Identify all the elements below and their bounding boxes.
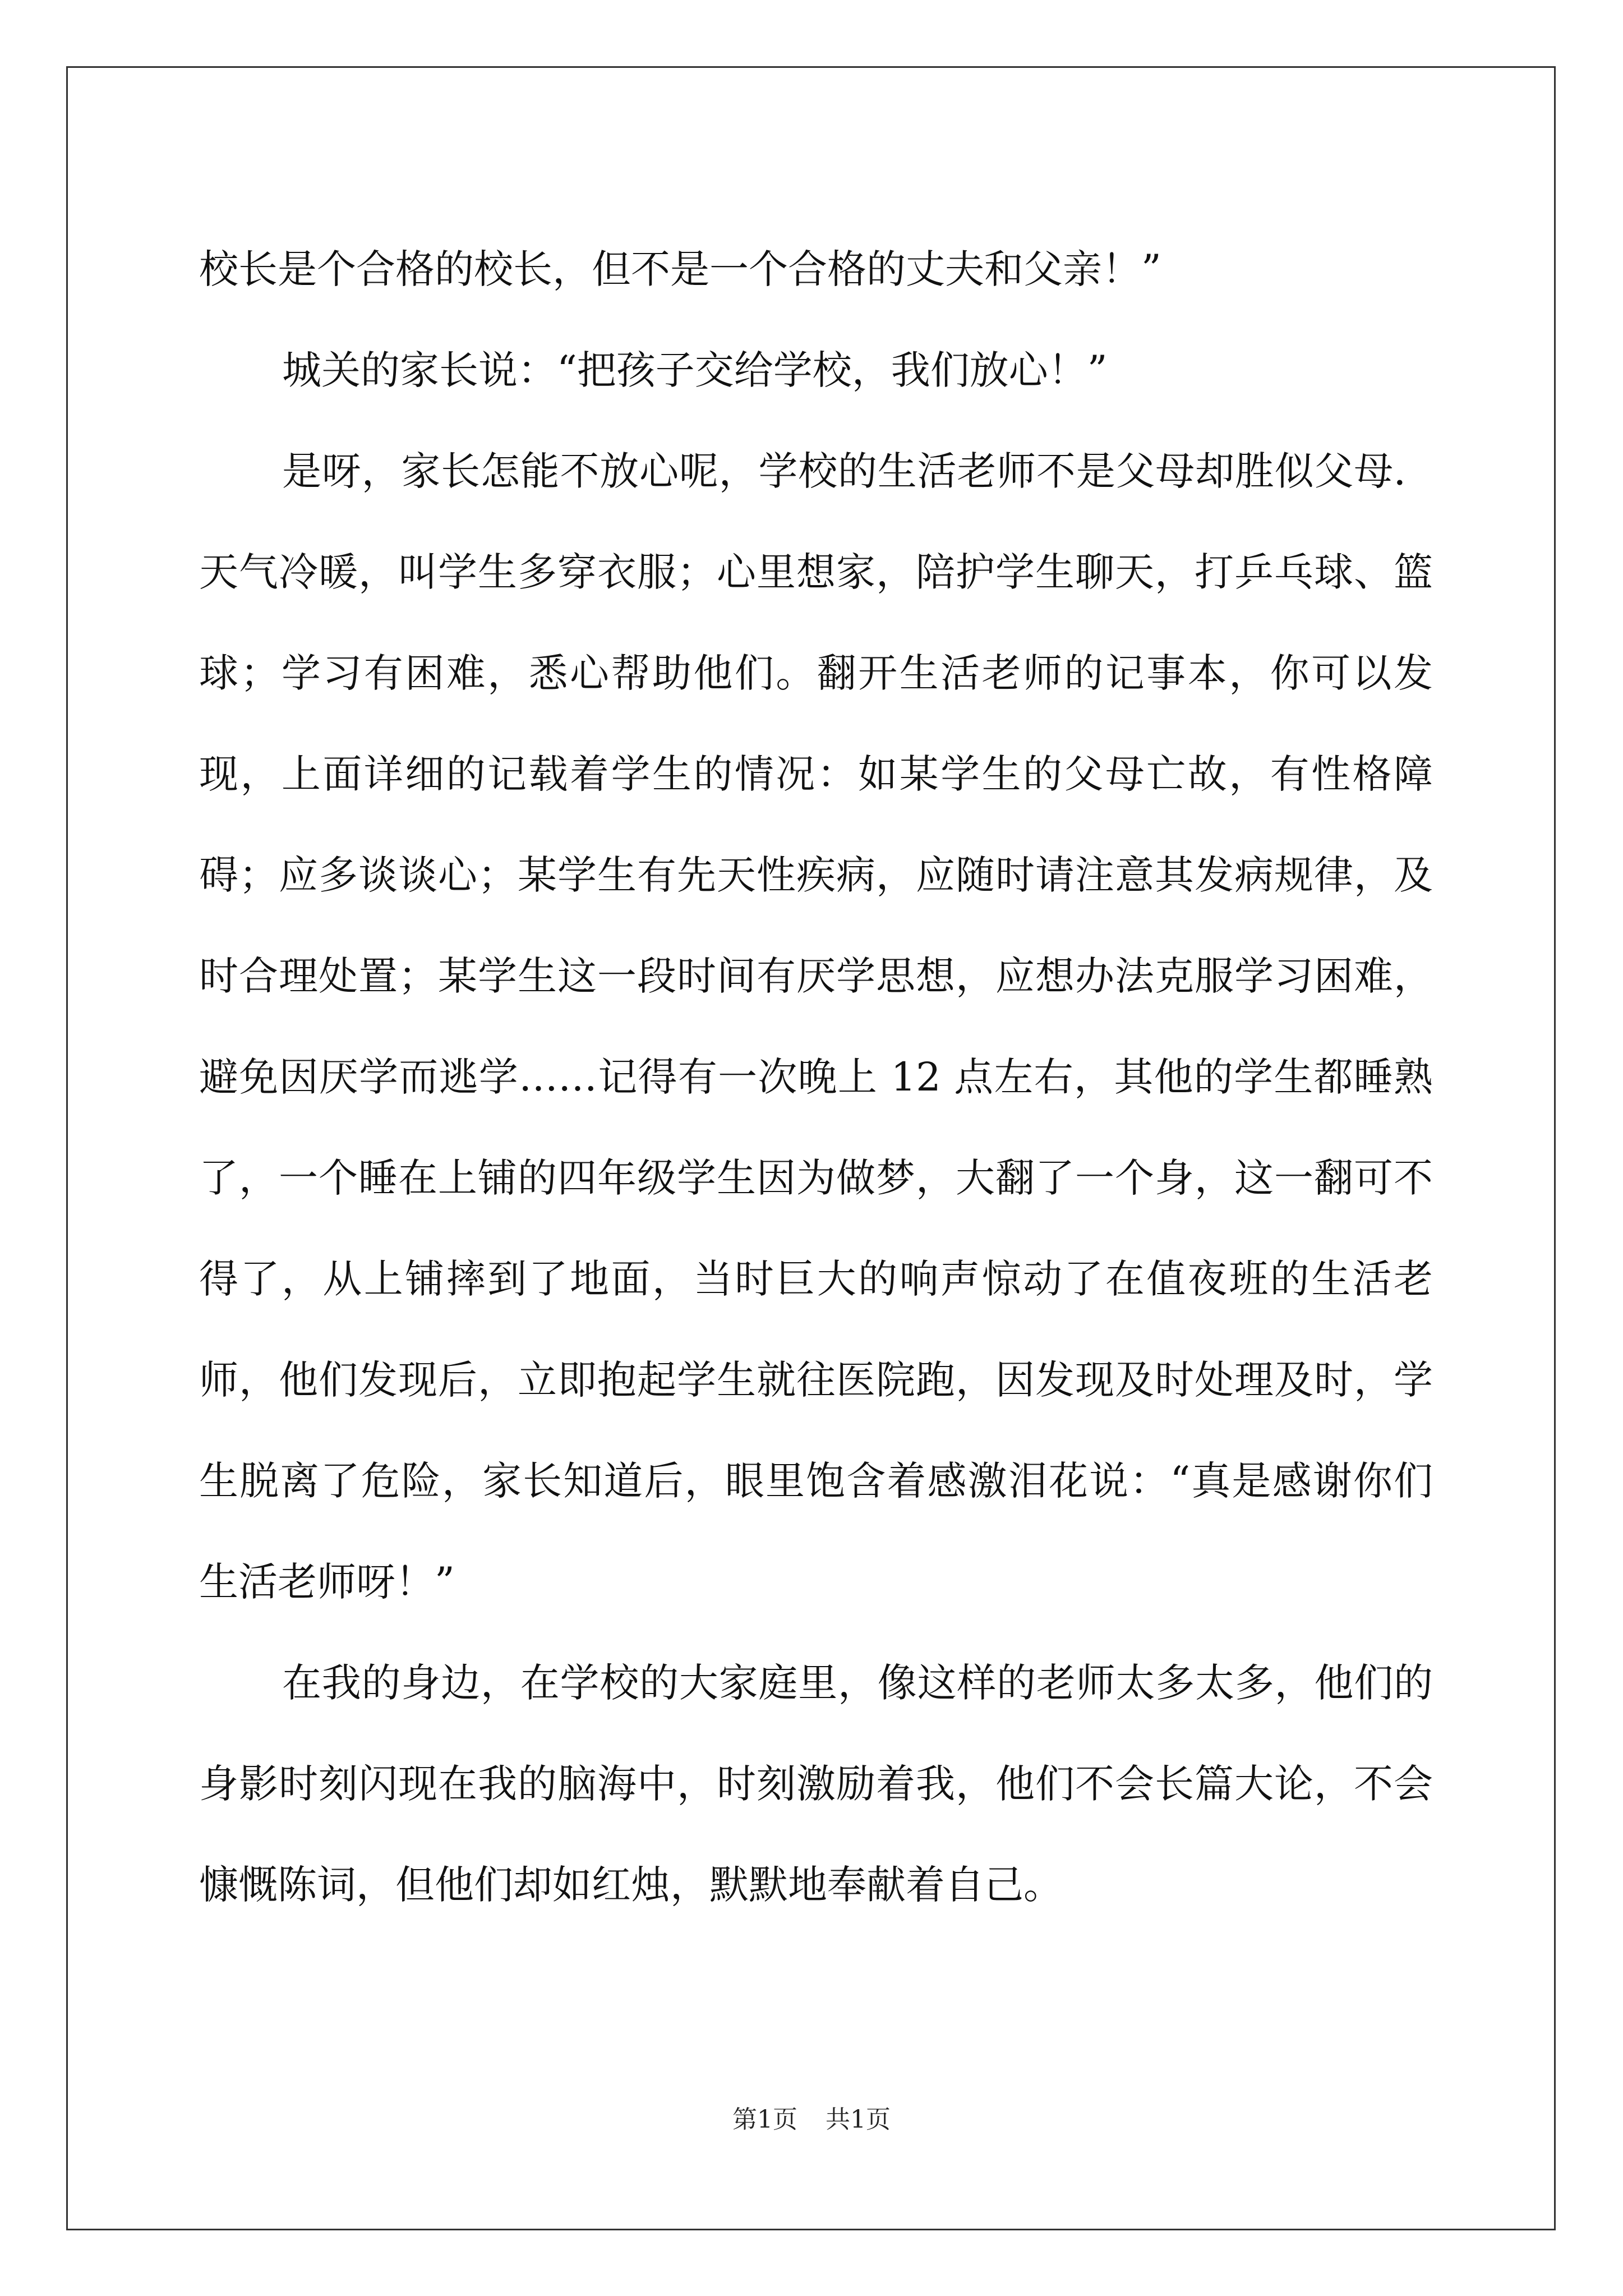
page-footer (0, 2099, 1623, 2135)
page-number-current: 第1页 (732, 2105, 797, 2134)
paragraph-1: 校长是个合格的校长，但不是一个合格的丈夫和父亲！” (199, 246, 1161, 292)
paragraph-2: 城关的家长说：“把孩子交给学校，我们放心！” (282, 347, 1108, 393)
paragraph-3: 是呀，家长怎能不放心呢，学校的生活老师不是父母却胜似父母．天气冷暖，叫学生多穿衣服；心里想家，陪护学生聊天，打乒乓球、篮球；学习有困难，悉心帮助他们。翻开生活老师的记事本，你可以发现，上面详细的记载着学生的情况：如某学生的父母亡故，有性格障碍；应多谈谈心；某学生有先天性疾病，应随时请注意其发病规律，及时合理处置；某学生这一段时间有厌学思想，应想办法克服学习困难，避免因厌学而逃学……记得有一次晚上 12 点左右，其他的学生都睡熟了，一个睡在上铺的四年级学生因为做梦，大翻了一个身，这一翻可不得了，从上铺摔到了地面，当时巨大的响声惊动了在值夜班的生活老师，他们发现后，立即抱起学生就往医院跑，因发现及时处理及时，学生脱离了危险，家长知道后，眼里饱含着感激泪花说：“真是感谢你们生活老师呀！” (199, 448, 1433, 1605)
paragraph-4: 在我的身边，在学校的大家庭里，像这样的老师太多太多，他们的身影时刻闪现在我的脑海中，时刻激励着我，他们不会长篇大论，不会慷慨陈词，但他们却如红烛，默默地奉献着自己。 (199, 1660, 1433, 1908)
page-number-total: 共1页 (826, 2105, 891, 2134)
document-body (199, 219, 1433, 1935)
